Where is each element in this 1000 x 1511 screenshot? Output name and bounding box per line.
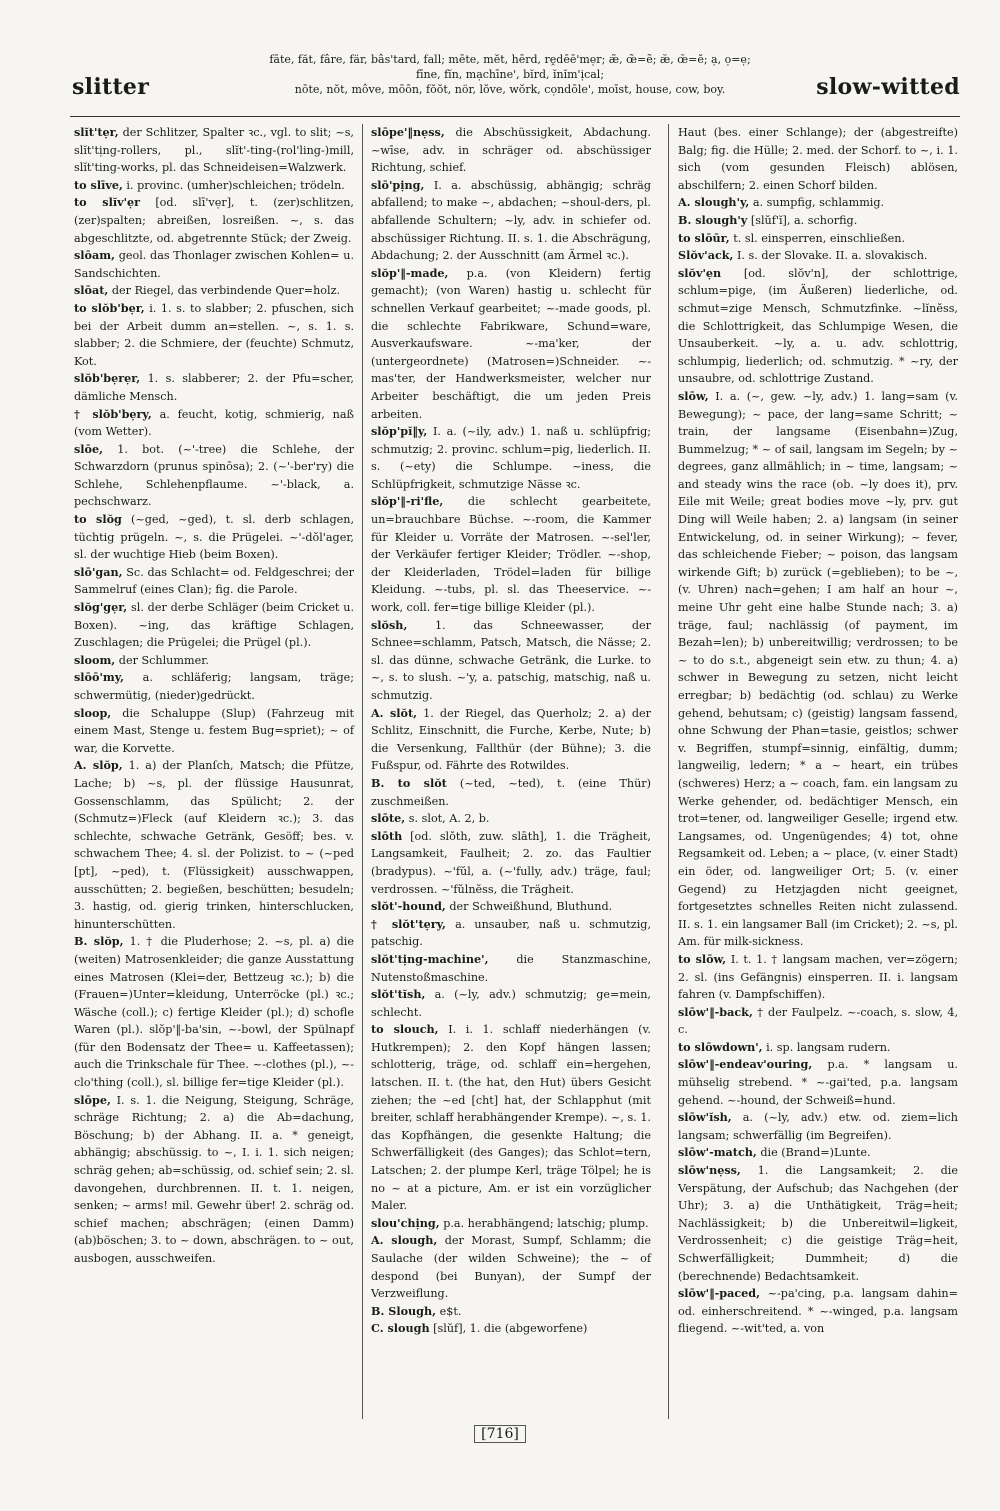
column-1 <box>74 124 354 1268</box>
dictionary-entry <box>74 652 354 670</box>
entry-headword: slō'gan, <box>74 564 123 579</box>
dictionary-entry <box>371 1021 651 1215</box>
dictionary-entry <box>678 194 958 212</box>
page-number-text: [716] <box>474 1425 526 1443</box>
entry-definition: e$t. <box>439 1304 462 1318</box>
dictionary-entry <box>371 265 651 423</box>
dictionary-entry <box>678 951 958 1004</box>
entry-headword: to slĭv'ẹr <box>74 195 141 210</box>
entry-headword: slŏt'-hound, <box>371 899 446 914</box>
entry-definition: geol. das Thonlager zwischen Kohlen= u. Sandschichten. <box>74 249 354 280</box>
entry-definition: s. slot, A. 2, b. <box>408 812 490 826</box>
dictionary-entry <box>371 898 651 916</box>
entry-headword: slŏt'tĭsh, <box>371 987 426 1002</box>
dictionary-entry <box>74 669 354 704</box>
dictionary-entry <box>371 493 651 616</box>
entry-headword: B. to slŏt <box>371 775 447 790</box>
entry-definition: 1. s. slabberer; 2. der Pfu=scher, dämliche Mensch. <box>74 372 354 403</box>
dictionary-entry <box>678 124 958 194</box>
entry-headword: slou'chịng, <box>371 1215 440 1230</box>
entry-definition: t. sl. einsperren, einschließen. <box>733 231 906 245</box>
column-2 <box>371 124 651 1338</box>
entry-definition: I. i. 1. schlaff niederhängen (v. Hutkrempen); 2. den Kopf hängen lassen; schlotterig, träge, od. schlaff ein=hergehen, latschen. II. t. (the hat, den Hut) übers Gesicht ziehen; the ~ed [cht] hat, der Schlapphut (mit breiter, schlaff herabhängender Krempe). ~, s. 1. das Kopfhängen, die gesenkte Haltung; die Schwerfälligkeit (des Ganges); das Schlot=tern, Latschen; 2. der plumpe Kerl, träge Tölpel; he is no ~ at a picture, Am. er ist ein vorzüglicher Maler. <box>371 1023 651 1213</box>
entry-definition: der Schweißhund, Bluthund. <box>449 900 613 914</box>
page-header <box>0 52 1000 112</box>
dictionary-entry <box>74 370 354 405</box>
entry-definition: i. sp. langsam rudern. <box>766 1040 891 1054</box>
entry-definition: p.a. * langsam u. mühselig strebend. * ~-gai'ted, p.a. langsam gehend. ~-hound, der Schweiß=hund. <box>678 1058 958 1107</box>
dictionary-entry <box>371 916 651 951</box>
entry-definition: I. a. (~, gew. ~ly, adv.) 1. lang=sam (v. Bewegung); ~ pace, der lang=same Schritt; ~ train, der langsame (Eisenbahn=)Zug, Bummelzug; * ~ of sail, langsam im Segeln; by ~ degrees, ganz allmählich; in ~ time, langsam; ~ and steady wins the race (ob. ~ly does it), prv. Eile mit Weile; great bodies move ~ly, prv. gut Ding will Weile haben; 2. a) langsam (in seiner Entwickelung, od. in seiner Wirkung); ~ fever, das schleichende Fieber; ~ poison, das langsam wirkende Gift; b) zurück (=geblieben); to be ~, (v. Uhren) nach=gehen; I am half an hour ~, meine Uhr geht eine halbe Stunde nach; 3. a) träge, faul; nachlässig (of payment, im Bezah=len); b) unbereitwillig; verdrossen; to be ~ to do s.t., abgeneigt sein etw. zu thun; 4. a) schwer in Bewegung zu setzen, nicht leicht erregbar; b) bedächtig (od. schlau) zu Werke gehend, behutsam; c) (geistig) langsam fassend, ohne Schwung der Phan=tasie, geistlos; schwer v. Begriffen, stumpf=sinnig, einfältig, dumm; langweilig, ledern; * a ~ heart, ein trübes (schweres) Herz; a ~ coach, fam. ein langsam zu Werke gehender, od. bedächtiger Mensch, ein trot=tener, od. langweiliger Geselle; irgend etw. Langsames, od. Ungenügendes; 4) tot, ohne Regsamkeit od. Leben; a ~ place, (v. einer Stadt) ein öder, od. langweiliger Ort; 5. (v. einer Gegend) zu Hetzjagden nicht geeignet, fortgesetztes schnelles Reiten nicht zulassend. II. s. 1. ein langsamer Ball (im Cricket); 2. ~s, pl. Am. für milk-sickness. <box>678 389 958 949</box>
dictionary-entry <box>678 1039 958 1057</box>
entry-headword: to slouch, <box>371 1022 439 1037</box>
entry-headword: slŏg'gẹr, <box>74 600 128 615</box>
entry-definition: die Abschüssigkeit, Abdachung. ~wīse, adv. in schräger od. abschüssiger Richtung, schief. <box>371 126 651 175</box>
entry-definition: 1. bot. (~'-tree) die Schlehe, der Schwarzdorn (prunus spinōsa); 2. (~'-ber'ry) die Schlehe, Schlehenpflaume. ~'-black, a. pechschwarz. <box>74 442 354 509</box>
entry-definition: der Riegel, das verbindende Quer=holz. <box>111 284 341 298</box>
entry-headword: slōw'‖-paced, <box>678 1286 761 1301</box>
entry-headword: to slōwdown', <box>678 1039 763 1054</box>
entry-definition: der Morast, Sumpf, Schlamm; die Saulache (der wilden Schweine); the ~ of despond (bei Bunyan), der Sumpf der Verzweiflung. <box>371 1234 652 1301</box>
dictionary-entry <box>371 1320 651 1338</box>
dictionary-entry <box>74 124 354 177</box>
dictionary-entry <box>371 705 651 775</box>
dictionary-entry <box>678 230 958 248</box>
dictionary-entry <box>371 124 651 177</box>
dictionary-entry <box>371 775 651 810</box>
entry-definition: † der Faulpelz. ~-coach, s. slow, 4, c. <box>678 1005 958 1037</box>
left-guide-word: slitter <box>72 74 150 100</box>
dictionary-entry <box>678 212 958 230</box>
entry-headword: to slŏb'bẹr, <box>74 300 145 315</box>
entry-headword: C. slough <box>371 1321 430 1336</box>
entry-definition: sl. der derbe Schläger (beim Cricket u. Boxen). ~ing, das kräftige Schlagen, Zuschlagen; die Prügelei; die Prügel (pl.). <box>74 601 354 650</box>
entry-headword: sloom, <box>74 652 116 667</box>
entry-headword: to slōw, <box>678 951 727 966</box>
pronunciation-key-line: fīne, fĭn, mạchīne', bĭrd, ĭnĭm'ịcal; <box>415 68 605 81</box>
pronunciation-key-line: nōte, nŏt, môve, mōōn, fŏŏt, nör, lŏve, wŏrk, cọndōle', moīst, house, cow, boy. <box>294 83 726 96</box>
right-guide-word: slow-witted <box>816 74 960 100</box>
entry-definition: der Schlitzer, Spalter ꝛc., vgl. to slit; ~s, slĭt'tịng-rollers, pl., slĭt'-ting-(rol'ling-)mill, slĭt'ting-works, pl. das Schneideisen=Walzwerk. <box>74 126 354 175</box>
dictionary-entry <box>74 194 354 247</box>
dictionary-entry <box>371 617 651 705</box>
dictionary-entry <box>678 1144 958 1162</box>
entry-headword: B. slough'y <box>678 212 748 227</box>
entry-headword: to slŏg <box>74 512 122 527</box>
entry-definition: I. a. abschüssig, abhängig; schräg abfallend; to make ~, abdachen; ~shoul-ders, pl. abfallende Schultern; ~ly, adv. in schiefer od. abschüssiger Richtung. II. s. 1. die Abschrägung, Abdachung; 2. der Ausschnitt (am Ärmel ꝛc.). <box>371 178 651 263</box>
entry-definition: 1. das Schneewasser, der Schnee=schlamm, Patsch, Matsch, die Nässe; 2. sl. das dünne, schwache Getränk, die Lurke. to ~, s. to slush. ~'y, a. patschig, matschig, naß u. schmutzig. <box>371 618 651 702</box>
entry-headword: slōe, <box>74 441 104 456</box>
entry-definition: I. t. 1. † langsam machen, ver=zögern; 2. sl. (ins Gefängnis) einsperren. II. i. langsam fahren (v. Dampfschiffen). <box>678 952 958 1002</box>
dictionary-entry <box>74 1092 354 1268</box>
entry-definition: 1. † die Pluderhose; 2. ~s, pl. a) die (weiten) Matrosenkleider; die ganze Ausstattung eines Matrosen (Klei=der, Bettzeug ꝛc.); b) die (Frauen=)Unter=kleidung, Unterröcke (pl.) ꝛc.; Wäsche (coll.); c) fertige Kleider (pl.); d) schofle Waren (pl.). slŏp'‖-ba'sin, ~-bowl, der Spülnapf (für den Bodensatz der Thee= u. Kaffeetassen); auch die Trinkschale für Thee. ~-clothes (pl.), ~-clo'thing (coll.), sl. billige fer=tige Kleider (pl.). <box>74 935 354 1090</box>
entry-definition: a. sumpfig, schlammig. <box>752 196 885 210</box>
entry-definition: [od. slŏv'n], der schlottrige, schlum=pige, (im Äußeren) liederliche, od. schmut=zige Mensch, Schmutzfinke. ~lĭnĕss, die Schlottrigkeit, das Schlumpige Wesen, die Unsauberkeit. ~ly, a. u. adv. schlottrig, schlumpig, liederlich; od. schmutzig. * ~ry, der unsaubre, od. schlottrige Zustand. <box>678 266 958 386</box>
dictionary-entry <box>371 951 651 986</box>
entry-definition: p.a. (von Kleidern) fertig gemacht); (von Waren) hastig u. schlecht für schnellen Verkauf gearbeitet; ~-made goods, pl. die schlechte Fabrikware, Schund=ware, Ausverkaufsware. ~-ma'ker, der (untergeordnete) (Matrosen=)Schneider. ~-mas'ter, der Handwerksmeister, welcher nur Arbeiter beschäftigt, die um jeden Preis arbeiten. <box>371 266 652 421</box>
header-rule <box>70 116 960 117</box>
dictionary-entry <box>678 1004 958 1039</box>
dictionary-entry <box>678 1056 958 1109</box>
entry-definition: a. feucht, kotig, schmierig, naß (vom Wetter). <box>74 407 354 439</box>
entry-headword: B. Slough, <box>371 1303 437 1318</box>
dictionary-entry <box>74 511 354 564</box>
dictionary-entry <box>74 282 354 300</box>
dictionary-entry <box>74 247 354 282</box>
pronunciation-key <box>210 52 810 97</box>
entry-headword: A. slough, <box>371 1233 438 1248</box>
entry-headword: slōō'my, <box>74 670 125 685</box>
entry-definition: a. (~ly, adv.) schmutzig; ge=mein, schlecht. <box>371 988 651 1019</box>
entry-definition: 1. der Riegel, das Querholz; 2. a) der Schlitz, Einschnitt, die Furche, Kerbe, Nute; b) die Versenkung, Fallthür (der Bühne); 3. die Fußspur, od. Fährte des Rotwildes. <box>371 706 652 773</box>
entry-definition: I. s. der Slovake. II. a. slovakisch. <box>737 249 928 263</box>
entry-headword: to slōūr, <box>678 230 730 245</box>
entry-headword: slŏt'tịng-machine', <box>371 951 489 966</box>
dictionary-entry <box>371 828 651 898</box>
entry-definition: Haut (bes. einer Schlange); der (abgestreifte) Balg; fig. die Hülle; 2. med. der Schorf. to ~, i. 1. sich (vom gesunden Fleisch) ablösen, abschilfern; 2. einen Schorf bilden. <box>678 126 958 192</box>
entry-definition: I. a. (~ily, adv.) 1. naß u. schlüpfrig; schmutzig; 2. provinc. schlum=pig, liederlich. II. s. (~ety) die Schlumpe. ~iness, die Schlüpfrigkeit, schmutzige Nässe ꝛc. <box>371 425 651 491</box>
entry-headword: slŏb'bẹrẹr, <box>74 371 141 386</box>
entry-definition: (~ted, ~ted), t. (eine Thür) zuschmeißen. <box>371 776 651 808</box>
entry-headword: B. slŏp, <box>74 934 124 949</box>
entry-definition: a. (~ly, adv.) etw. od. ziem=lich langsam; schwerfällig (im Begreifen). <box>678 1111 958 1142</box>
entry-definition: die Schaluppe (Slup) (Fahrzeug mit einem Mast, Stenge u. festem Bug=spriet); ~ of war, die Korvette. <box>74 706 355 755</box>
entry-definition: i. 1. s. to slabber; 2. pfuschen, sich bei der Arbeit dumm an=stellen. ~, s. 1. s. slabber; 2. die Schmiere, der (feuchte) Schmutz, Kot. <box>74 301 354 368</box>
entry-definition: a. unsauber, naß u. schmutzig, patschig. <box>371 917 651 949</box>
dictionary-entry <box>74 757 354 933</box>
entry-definition: [slŭf], 1. die (abgeworfene) <box>433 1322 588 1336</box>
entry-definition: p.a. herabhängend; latschig; plump. <box>443 1216 649 1230</box>
entry-headword: † slŏt'tẹry, <box>371 916 446 931</box>
dictionary-entry <box>74 441 354 511</box>
entry-headword: slōth <box>371 828 403 843</box>
entry-headword: † slŏb'bẹry, <box>74 406 152 421</box>
dictionary-entry <box>678 265 958 388</box>
dictionary-entry <box>74 406 354 441</box>
entry-headword: A. slŏt, <box>371 705 418 720</box>
column-divider <box>362 124 363 1419</box>
dictionary-entry <box>371 423 651 493</box>
entry-definition: der Schlummer. <box>118 653 209 667</box>
entry-headword: slŏv'ẹn <box>678 265 722 280</box>
dictionary-entry <box>74 564 354 599</box>
entry-headword: slōte, <box>371 811 406 826</box>
entry-headword: slōw, <box>678 388 709 403</box>
entry-definition: (~ged, ~ged), t. sl. derb schlagen, tüchtig prügeln. ~, s. die Prügelei. ~'-dŏl'ager, sl. der wuchtige Hieb (beim Boxen). <box>74 513 355 562</box>
dictionary-entry <box>74 300 354 370</box>
entry-headword: to slīve, <box>74 177 123 192</box>
entry-headword: A. slŏp, <box>74 758 123 773</box>
entry-headword: A. slough'y, <box>678 195 750 210</box>
entry-definition: I. s. 1. die Neigung, Steigung, Schräge, schräge Richtung; 2. a) die Ab=dachung, Böschung; b) der Abhang. II. a. * geneigt, abhängig; abschüssig. to ~, I. i. 1. sich neigen; schräg gehen; ab=schüssig, od. schief sein; 2. sl. davongehen, durchbrennen. II. t. 1. neigen, senken; ~ arms! mil. Gewehr über! 2. schräg od. schief machen; abschrägen; (einen Damm) (ab)böschen; 3. to ~ down, abschrägen. to ~ out, ausbogen, ausschweifen. <box>74 1093 355 1265</box>
entry-headword: slĭt'tẹr, <box>74 125 119 139</box>
entry-headword: slōw'-match, <box>678 1145 757 1160</box>
entry-headword: slŏp'‖-made, <box>371 265 449 280</box>
dictionary-entry <box>74 933 354 1091</box>
dictionary-entry <box>678 1109 958 1144</box>
dictionary-entry <box>678 1162 958 1285</box>
entry-definition: die (Brand=)Lunte. <box>760 1146 871 1160</box>
dictionary-entry <box>74 177 354 195</box>
entry-definition: a. schläferig; langsam, träge; schwermütig, (nieder)gedrückt. <box>74 671 354 702</box>
entry-headword: slō'pịng, <box>371 177 425 192</box>
dictionary-entry <box>678 247 958 265</box>
entry-headword: slŏp'‖-ri'fle, <box>371 494 444 509</box>
column-divider <box>668 124 669 1419</box>
entry-headword: slŏsh, <box>371 617 408 632</box>
dictionary-entry <box>74 705 354 758</box>
dictionary-entry <box>74 599 354 652</box>
entry-definition: [od. slŏth, zuw. slāth], 1. die Trägheit, Langsamkeit, Faulheit; 2. zo. das Faultier (bradypus). ~'fŭl, a. (~'fully, adv.) träge, faul; verdrossen. ~'fŭlnĕss, die Trägheit. <box>371 829 651 896</box>
entry-definition: die schlecht gearbeitete, un=brauchbare Büchse. ~-room, die Kammer für Kleider u. Vorräte der Matrosen. ~-sel'ler, der Verkäufer fertiger Kleider; Trödler. ~-shop, der Kleiderladen, Trödel=laden für billige Kleidung. ~-tubs, pl. sl. das Theeservice. ~-work, coll. fer=tige billige Kleider (pl.). <box>371 495 651 615</box>
dictionary-entry <box>371 986 651 1021</box>
dictionary-entry <box>371 810 651 828</box>
entry-headword: slōw'ĭsh, <box>678 1110 732 1125</box>
column-3 <box>678 124 958 1338</box>
dictionary-entry <box>371 1303 651 1321</box>
entry-definition: [slŭf'ĭ], a. schorfig. <box>750 213 858 227</box>
entry-headword: slōpe, <box>74 1092 111 1107</box>
pronunciation-key-line: fāte, făt, fâre, fär, bâs'tard, fall; mēte, mĕt, hērd, rḙdēē'mẹr; æ̃, œ̃=ẽ; æ̆, œ̆=ĕ; ạ, ọ=ẹ; <box>269 53 751 66</box>
page-number <box>0 1426 1000 1442</box>
entry-definition: Sc. das Schlacht= od. Feldgeschrei; der Sammelruf (eines Clan); fig. die Parole. <box>74 565 355 597</box>
entry-headword: Slŏv'ack, <box>678 248 734 263</box>
dictionary-entry <box>371 1215 651 1233</box>
entry-headword: slŏp'pĭ‖y, <box>371 424 428 439</box>
entry-definition: 1. a) der Planſch, Matsch; die Pfütze, Lache; b) ~s, pl. der flüssige Hausunrat, Gossenschlamm, das Spülicht; 2. der (Schmutz=)Fleck (auf Kleidern ꝛc.); 3. das schlechte, schwache Getränk, Gesöff; bes. v. schwachem Thee; 4. sl. der Polizist. to ~ (~ped [pt], ~ped), t. (Flüssigkeit) ausschwappen, ausschütten; 2. begießen, beschütten; besudeln; 3. hastig, od. gierig trinken, hinterschlucken, hinunterschütten. <box>74 759 354 931</box>
dictionary-entry <box>371 1232 651 1302</box>
entry-definition: ~-pa'cing, p.a. langsam dahin= od. einherschreitend. * ~-winged, p.a. langsam fliegend. ~-wit'ted, a. von <box>678 1287 958 1336</box>
entry-definition: die Stanzmaschine, Nutenstoßmaschine. <box>371 952 651 984</box>
entry-definition: 1. die Langsamkeit; 2. die Verspätung, der Aufschub; das Nachgehen (der Uhr); 3. a) die Unthätigkeit, Träg=heit; Nachlässigkeit; b) die Unbereitwil=ligkeit, Verdrossenheit; c) die geistige Träg=heit, Schwerfälligkeit; Dummheit; d) die (berechnende) Bedachtsamkeit. <box>678 1164 958 1283</box>
entry-headword: sloop, <box>74 705 112 720</box>
entry-headword: slōam, <box>74 248 115 263</box>
entry-definition: [od. slī'vẹr], t. (zer)schlitzen, (zer)spalten; abreißen, losreißen. ~, s. das abgeschlitzte, od. abgetrennte Stück; der Zweig. <box>74 196 354 245</box>
dictionary-entry <box>678 388 958 951</box>
entry-headword: slōat, <box>74 283 109 298</box>
dictionary-entry <box>371 177 651 265</box>
entry-headword: slōpe'‖nẹss, <box>371 125 445 139</box>
entry-headword: slōw'‖-back, <box>678 1004 753 1019</box>
entry-headword: slōw'‖-endeav'ouring, <box>678 1057 813 1072</box>
dictionary-entry <box>678 1285 958 1338</box>
entry-headword: slōw'nẹss, <box>678 1163 741 1178</box>
entry-definition: i. provinc. (umher)schleichen; trödeln. <box>126 178 345 192</box>
